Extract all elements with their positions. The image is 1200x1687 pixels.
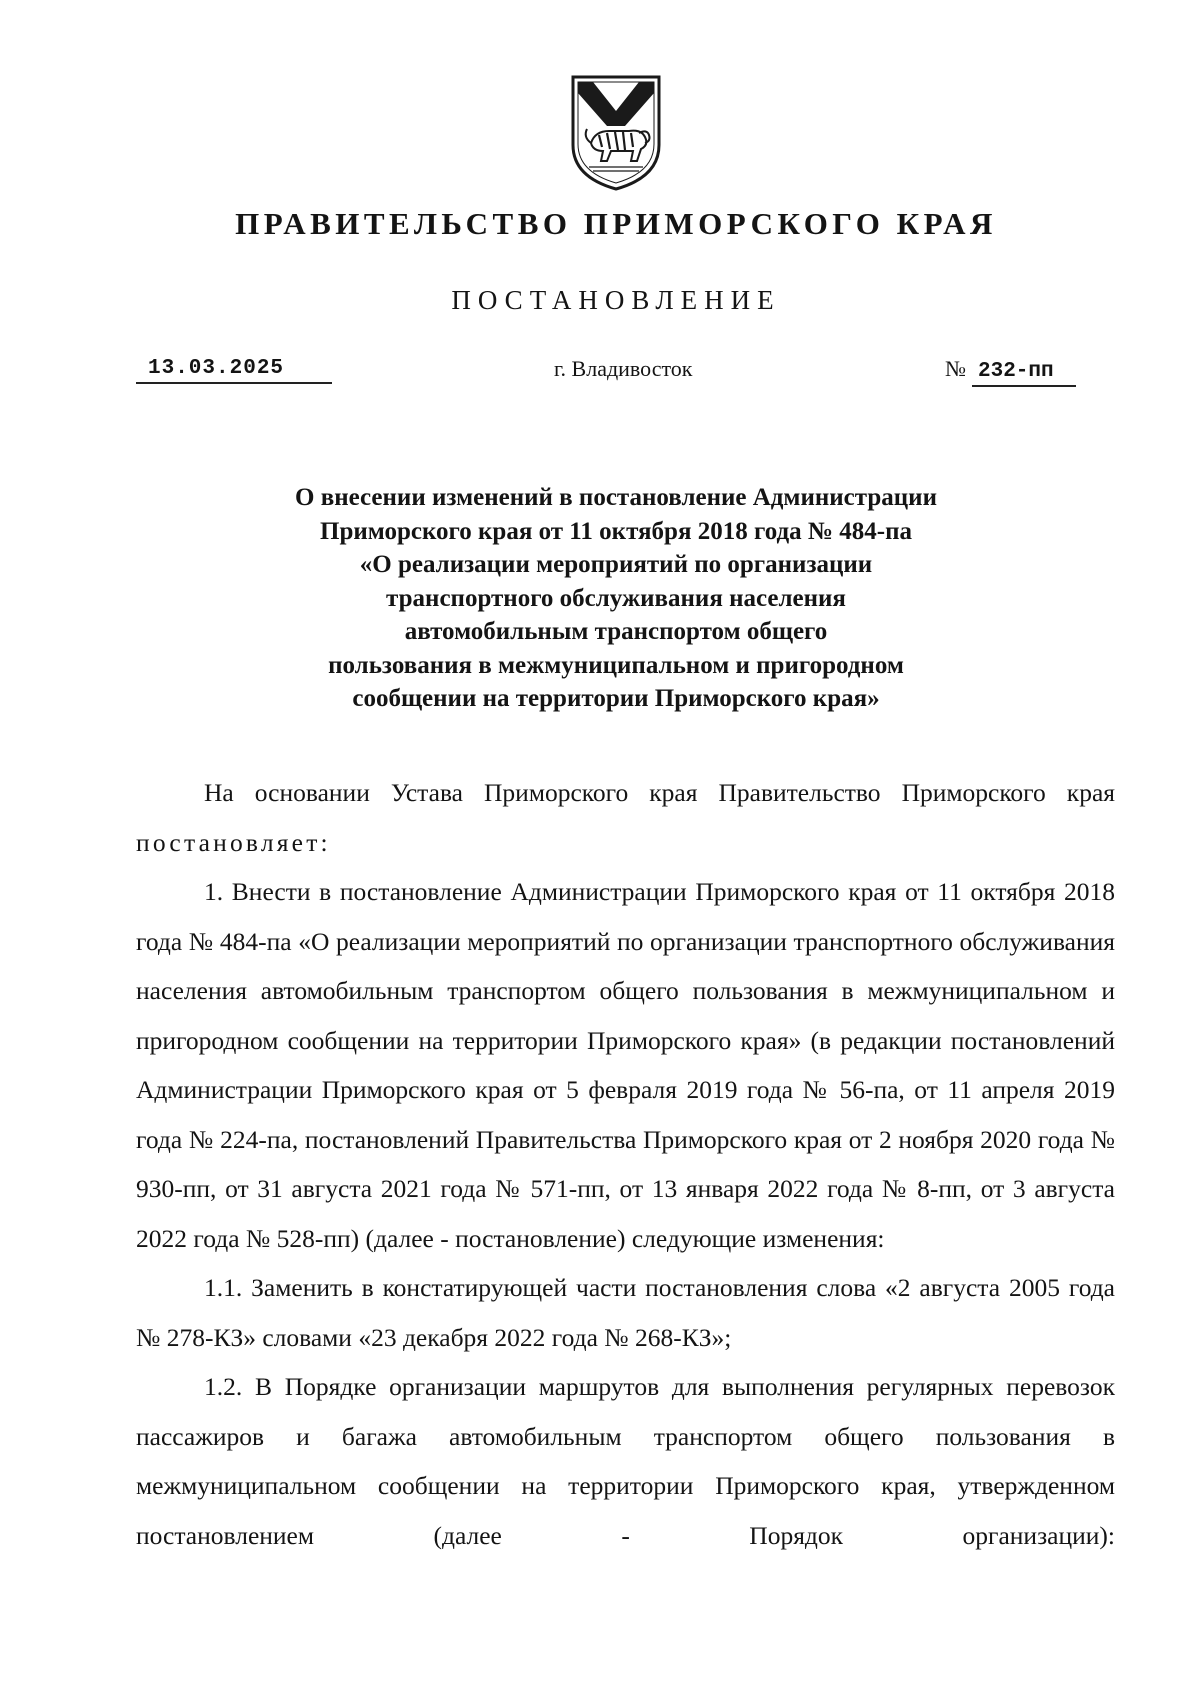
number-value: 232-пп [972, 359, 1076, 387]
document-body [136, 768, 1115, 1560]
preamble-text: На основании Устава Приморского края Правительство Приморского края [204, 778, 1115, 807]
item-1-1-paragraph: 1.1. Заменить в констатирующей части постановления слова «2 августа 2005 года № 278-КЗ» словами «23 декабря 2022 года № 268-КЗ»; [136, 1273, 1115, 1352]
subject-line: автомобильным транспортом общего [404, 618, 828, 645]
document-date: 13.03.2025 [136, 356, 332, 384]
preamble-paragraph [136, 768, 1115, 867]
subject-line: Приморского края от 11 октября 2018 года № 484-па [320, 517, 912, 545]
subject-line: пользования в межмуниципальном и пригородном [328, 651, 904, 679]
document-city: г. Владивосток [554, 356, 693, 381]
document-number [945, 356, 1076, 387]
document-type: ПОСТАНОВЛЕНИЕ [451, 285, 781, 315]
item-1-paragraph: 1. Внести в постановление Администрации Приморского края от 11 октября 2018 года № 484-па «О реализации мероприятий по организации транспортного обслуживания населения автомобильным транспортом общего пользования в межмуниципальном и пригородном сообщении на территории Приморского края» (в редакции постановлений Администрации Приморского края от 5 февраля 2019 года № 56-па, от 11 апреля 2019 года № 224-па, постановлений Правительства Приморского края от 2 ноября 2020 года № 930-пп, от 31 августа 2021 года № 571-пп, от 13 января 2022 года № 8-пп, от 3 августа 2022 года № 528-пп) (далее - постановление) следующие изменения: [136, 877, 1115, 1253]
subject-line: транспортного обслуживания населения [386, 584, 846, 612]
subject-line: О внесении изменений в постановление Администрации [295, 484, 937, 511]
document-subject [180, 481, 1052, 716]
government-title: ПРАВИТЕЛЬСТВО ПРИМОРСКОГО КРАЯ [235, 206, 997, 241]
subject-line: «О реализации мероприятий по организации [359, 551, 873, 578]
preamble-emphasis: постановляет: [136, 827, 331, 857]
subject-line: сообщении на территории Приморского края» [352, 685, 880, 712]
item-1-2-paragraph: 1.2. В Порядке организации маршрутов для выполнения регулярных перевозок пассажиров и багажа автомобильным транспортом общего пользования в межмуниципальном сообщении на территории Приморского края, утвержденном постановлением (далее - Порядок организации): [136, 1372, 1115, 1550]
coat-of-arms-icon [567, 71, 665, 194]
number-sign: № [945, 356, 966, 381]
